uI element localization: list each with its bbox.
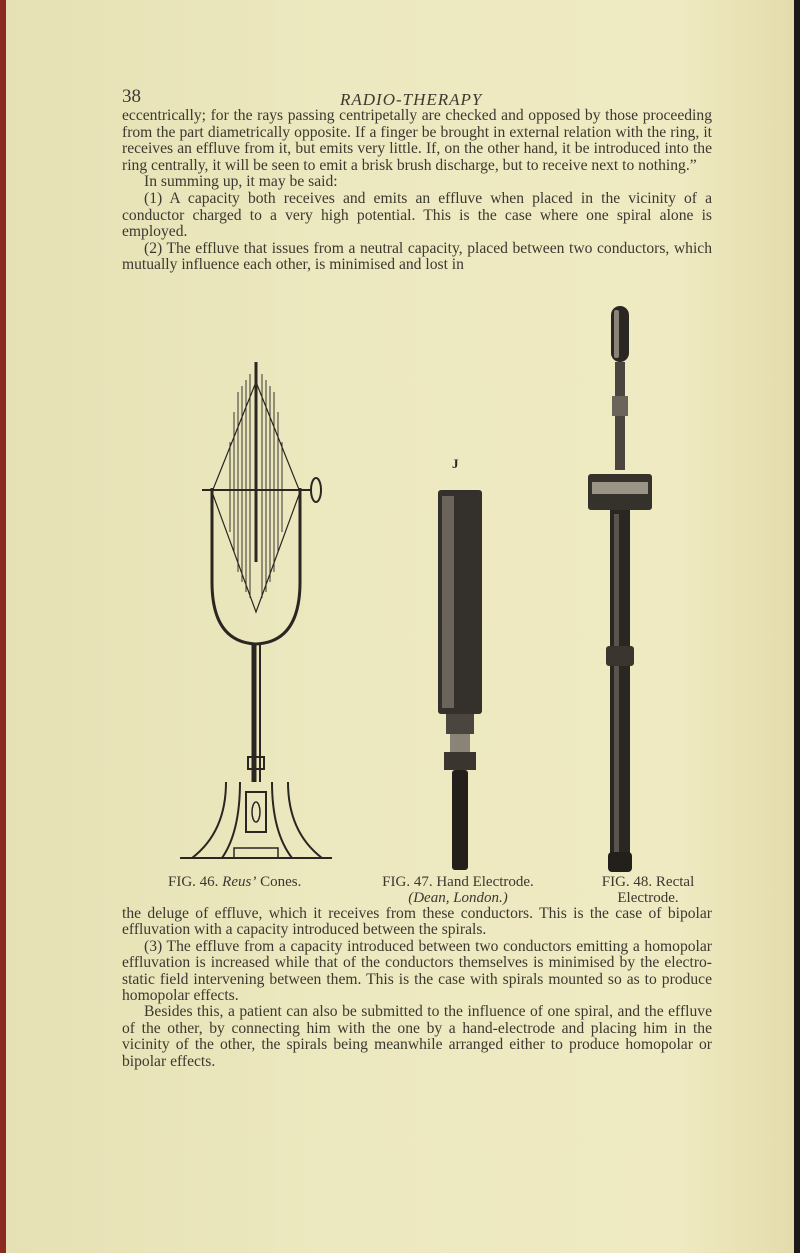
paragraph: Besides this, a patient can also be submitted to the influence of one spiral, and the effluve of the other, by connecting him with the one by a hand-electrode and placing him in the vicinity of the other, the spirals being meanwhile arranged either to produce homopolar or bipolar effects. [122, 1003, 712, 1070]
caption-rest: Cones. [260, 874, 302, 890]
caption-name: Rectal [655, 874, 695, 890]
caption-fig-46 [168, 874, 301, 890]
caption-name: Hand Electrode. [436, 874, 534, 890]
paragraph: (3) The effluve from a capacity introduced between two conductors emitting a homopolar effluvation is increased while that of the conductors themselves is minimised by the electro-static field intervening between them. This is the case with spirals mounted so as to produce homopolar effects. [122, 937, 712, 1005]
top-text-block [122, 108, 712, 274]
figure-letter: J [452, 456, 459, 471]
caption-label: FIG. 46. [168, 874, 219, 890]
running-title: RADIO-THERAPY [340, 90, 483, 109]
hand-electrode-illustration [430, 456, 490, 870]
reus-cones-illustration [172, 362, 332, 870]
paragraph: (1) A capacity both receives and emits an effluve when placed in the vicinity of a conductor charged to a very high potential. This is the case where one spiral alone is employed. [122, 189, 712, 241]
caption-name: Reus’ [222, 874, 257, 890]
paragraph: (2) The effluve that issues from a neutral capacity, placed between two conductors, which mutually influence each other, is minimised and lost in [122, 239, 712, 274]
caption-fig-47 [348, 874, 568, 906]
caption-label: FIG. 48. [601, 874, 653, 890]
paragraph: the deluge of effluve, which it receives from these conductors. This is the case of bipolar effluvation with a capacity introduced between the spirals. [122, 905, 712, 939]
page-right-edge [794, 0, 800, 1253]
paragraph: In summing up, it may be said: [144, 173, 338, 191]
rectal-electrode-illustration [584, 306, 656, 874]
paragraph: eccentrically; for the rays passing centripetally are checked and opposed by those proceeding from the part diametrically opposite. If a finger be brought in external relation with the ring, it receives an effluve from it, but emits very little. If, on the other hand, it be introduced into the ring centrally, it will be seen to emit a brisk brush discharge, but to receive next to nothing.” [122, 107, 712, 174]
caption-label: FIG. 47. [382, 874, 433, 890]
page-number: 38 [122, 86, 141, 107]
bottom-text-block [122, 906, 712, 1070]
caption-fig-48 [574, 874, 722, 906]
caption-rest: (Dean, London.) [408, 890, 508, 906]
caption-rest: Electrode. [617, 890, 679, 906]
